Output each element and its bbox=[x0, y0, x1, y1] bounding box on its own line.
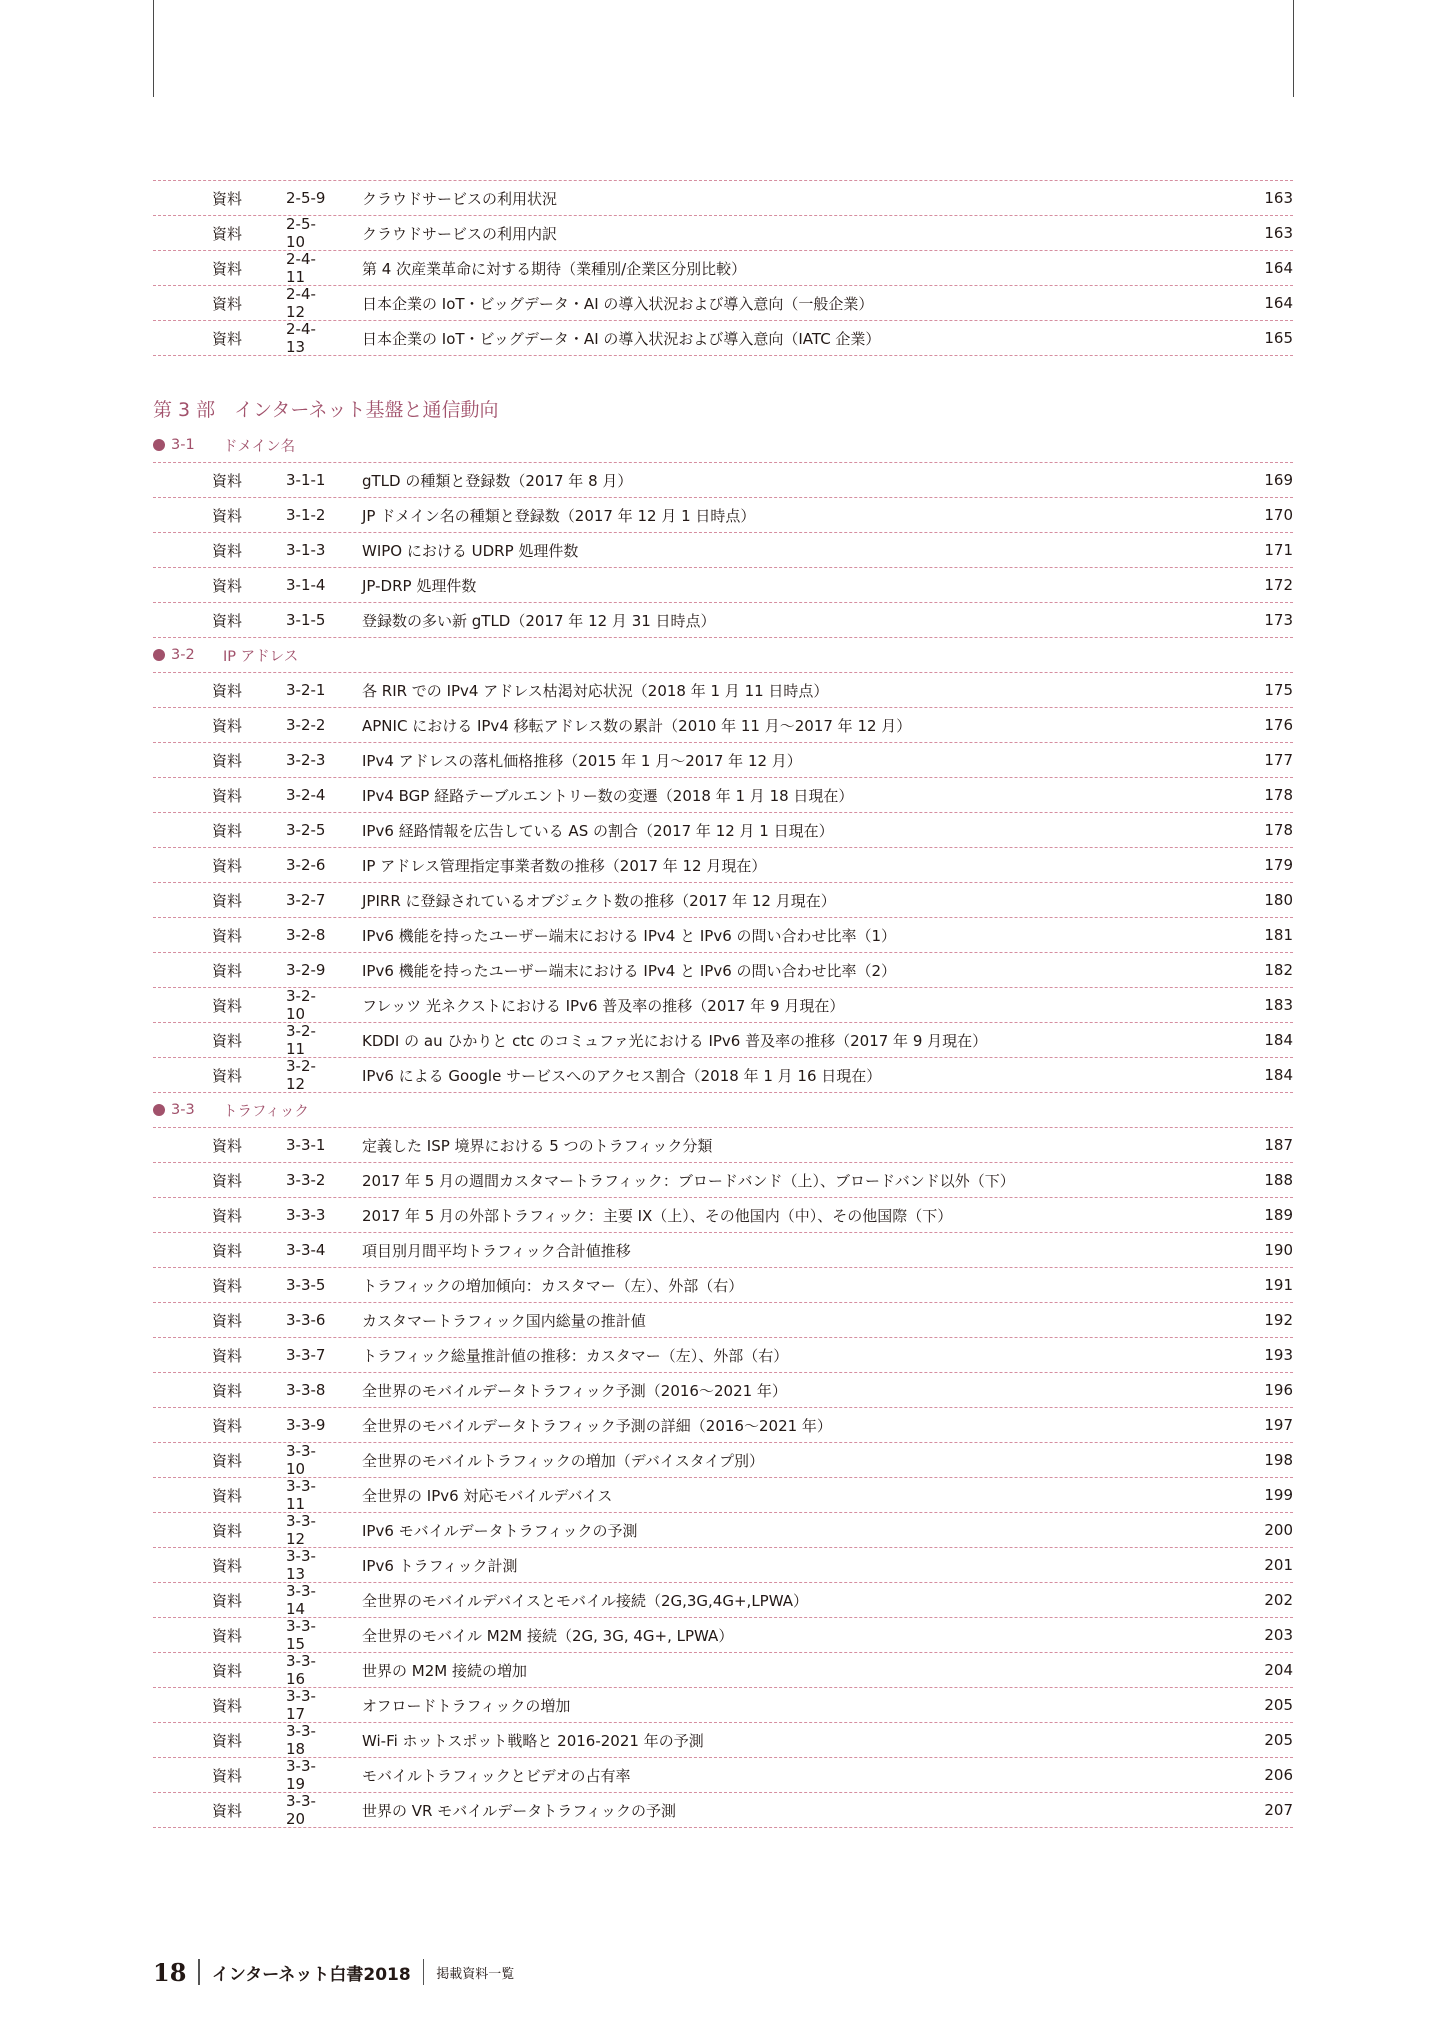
entry-title: 全世界のモバイル M2M 接続（2G, 3G, 4G+, LPWA） bbox=[362, 1626, 734, 1645]
entry-title: フレッツ 光ネクストにおける IPv6 普及率の推移（2017 年 9 月現在） bbox=[362, 996, 845, 1015]
crop-mark-right bbox=[1293, 0, 1294, 97]
entry-label: 資料 bbox=[212, 576, 243, 595]
entry-page: 172 bbox=[1264, 576, 1293, 594]
entry-number: 3-3-6 bbox=[286, 1311, 326, 1329]
toc-entry bbox=[153, 1548, 1293, 1583]
entry-label: 資料 bbox=[212, 1311, 243, 1330]
entry-number: 3-3-9 bbox=[286, 1416, 326, 1434]
entry-title: KDDI の au ひかりと ctc のコミュファ光における IPv6 普及率の推移（2017 年 9 月現在） bbox=[362, 1031, 988, 1050]
bullet-icon bbox=[153, 649, 165, 661]
toc-entry bbox=[153, 1688, 1293, 1723]
entry-label: 資料 bbox=[212, 1486, 243, 1505]
entry-title: クラウドサービスの利用状況 bbox=[362, 189, 558, 208]
entry-page: 173 bbox=[1264, 611, 1293, 629]
page-number: 18 bbox=[153, 1957, 187, 1987]
toc-entry bbox=[153, 1268, 1293, 1303]
entry-number: 3-2-2 bbox=[286, 716, 326, 734]
entry-title: 全世界のモバイルデータトラフィック予測（2016〜2021 年） bbox=[362, 1381, 787, 1400]
entry-label: 資料 bbox=[212, 1346, 243, 1365]
entry-label: 資料 bbox=[212, 1381, 243, 1400]
page-footer bbox=[153, 1955, 514, 1989]
entry-page: 206 bbox=[1264, 1766, 1293, 1784]
section-heading bbox=[153, 1093, 1293, 1127]
footer-divider bbox=[198, 1959, 200, 1985]
toc-entry bbox=[153, 1338, 1293, 1373]
entry-label: 資料 bbox=[212, 961, 243, 980]
entry-page: 163 bbox=[1264, 224, 1293, 242]
entry-number: 3-1-2 bbox=[286, 506, 326, 524]
entry-number: 3-1-3 bbox=[286, 541, 326, 559]
table-of-contents bbox=[153, 180, 1293, 1828]
entry-label: 資料 bbox=[212, 996, 243, 1015]
entry-label: 資料 bbox=[212, 1416, 243, 1435]
entry-page: 202 bbox=[1264, 1591, 1293, 1609]
toc-entry bbox=[153, 603, 1293, 638]
entry-label: 資料 bbox=[212, 1241, 243, 1260]
entry-label: 資料 bbox=[212, 716, 243, 735]
toc-entry bbox=[153, 1723, 1293, 1758]
entry-label: 資料 bbox=[212, 1591, 243, 1610]
entry-label: 資料 bbox=[212, 541, 243, 560]
entry-label: 資料 bbox=[212, 1206, 243, 1225]
entry-label: 資料 bbox=[212, 1451, 243, 1470]
entry-title: トラフィック総量推計値の推移：カスタマー（左）、外部（右） bbox=[362, 1346, 789, 1365]
entry-label: 資料 bbox=[212, 1801, 243, 1820]
toc-entry bbox=[153, 1198, 1293, 1233]
entry-page: 170 bbox=[1264, 506, 1293, 524]
entry-page: 163 bbox=[1264, 189, 1293, 207]
entry-label: 資料 bbox=[212, 1066, 243, 1085]
entry-label: 資料 bbox=[212, 611, 243, 630]
toc-entry bbox=[153, 251, 1293, 286]
entry-label: 資料 bbox=[212, 506, 243, 525]
entry-label: 資料 bbox=[212, 1556, 243, 1575]
entry-title: IPv6 経路情報を広告している AS の割合（2017 年 12 月 1 日現在） bbox=[362, 821, 834, 840]
entry-number: 2-5-9 bbox=[286, 189, 326, 207]
entry-title: 世界の M2M 接続の増加 bbox=[362, 1661, 527, 1680]
entry-number: 2-4-12 bbox=[286, 285, 316, 321]
entry-page: 205 bbox=[1264, 1696, 1293, 1714]
entry-number: 3-2-3 bbox=[286, 751, 326, 769]
entry-number: 3-3-7 bbox=[286, 1346, 326, 1364]
toc-entry bbox=[153, 568, 1293, 603]
entry-title: カスタマートラフィック国内総量の推計値 bbox=[362, 1311, 646, 1330]
crop-mark-left bbox=[153, 0, 154, 97]
toc-entry bbox=[153, 988, 1293, 1023]
toc-entry bbox=[153, 1373, 1293, 1408]
entry-title: APNIC における IPv4 移転アドレス数の累計（2010 年 11 月〜2017 年 12 月） bbox=[362, 716, 912, 735]
toc-entry bbox=[153, 1443, 1293, 1478]
toc-entry bbox=[153, 743, 1293, 778]
entry-label: 資料 bbox=[212, 224, 243, 243]
entry-title: IPv6 による Google サービスへのアクセス割合（2018 年 1 月 16 日現在） bbox=[362, 1066, 882, 1085]
entry-page: 178 bbox=[1264, 786, 1293, 804]
entry-number: 3-2-1 bbox=[286, 681, 326, 699]
entry-page: 192 bbox=[1264, 1311, 1293, 1329]
entry-label: 資料 bbox=[212, 1031, 243, 1050]
entry-label: 資料 bbox=[212, 751, 243, 770]
entry-number: 3-2-5 bbox=[286, 821, 326, 839]
entry-title: トラフィックの増加傾向：カスタマー（左）、外部（右） bbox=[362, 1276, 744, 1295]
entry-number: 3-3-1 bbox=[286, 1136, 326, 1154]
entry-page: 164 bbox=[1264, 294, 1293, 312]
entry-page: 199 bbox=[1264, 1486, 1293, 1504]
entry-title: JP ドメイン名の種類と登録数（2017 年 12 月 1 日時点） bbox=[362, 506, 756, 525]
entry-label: 資料 bbox=[212, 1661, 243, 1680]
toc-entry bbox=[153, 180, 1293, 216]
entry-label: 資料 bbox=[212, 891, 243, 910]
entry-title: IPv6 トラフィック計測 bbox=[362, 1556, 518, 1575]
entry-page: 176 bbox=[1264, 716, 1293, 734]
entry-number: 3-3-18 bbox=[286, 1722, 316, 1758]
toc-entry bbox=[153, 1513, 1293, 1548]
entry-number: 3-3-13 bbox=[286, 1547, 316, 1583]
footer-divider bbox=[423, 1959, 425, 1985]
toc-entry bbox=[153, 286, 1293, 321]
toc-entry bbox=[153, 953, 1293, 988]
entry-title: IPv4 BGP 経路テーブルエントリー数の変遷（2018 年 1 月 18 日現在） bbox=[362, 786, 854, 805]
toc-entry bbox=[153, 918, 1293, 953]
entry-label: 資料 bbox=[212, 1521, 243, 1540]
entry-number: 2-4-11 bbox=[286, 250, 316, 286]
entry-title: IPv4 アドレスの落札価格推移（2015 年 1 月〜2017 年 12 月） bbox=[362, 751, 802, 770]
entry-number: 3-1-4 bbox=[286, 576, 326, 594]
entry-number: 3-2-4 bbox=[286, 786, 326, 804]
toc-entry bbox=[153, 708, 1293, 743]
entry-label: 資料 bbox=[212, 926, 243, 945]
entry-label: 資料 bbox=[212, 1136, 243, 1155]
entry-number: 3-3-2 bbox=[286, 1171, 326, 1189]
toc-entry bbox=[153, 533, 1293, 568]
entry-title: モバイルトラフィックとビデオの占有率 bbox=[362, 1766, 631, 1785]
entry-number: 3-3-15 bbox=[286, 1617, 316, 1653]
toc-entry bbox=[153, 462, 1293, 498]
entry-number: 3-2-7 bbox=[286, 891, 326, 909]
entry-number: 3-2-9 bbox=[286, 961, 326, 979]
toc-entry bbox=[153, 848, 1293, 883]
entry-label: 資料 bbox=[212, 786, 243, 805]
bullet-icon bbox=[153, 1104, 165, 1116]
entry-page: 164 bbox=[1264, 259, 1293, 277]
entry-page: 184 bbox=[1264, 1066, 1293, 1084]
section-number: 3-1 bbox=[171, 437, 195, 453]
entry-page: 165 bbox=[1264, 329, 1293, 347]
toc-entry bbox=[153, 216, 1293, 251]
entry-number: 2-4-13 bbox=[286, 320, 316, 356]
entry-number: 3-3-4 bbox=[286, 1241, 326, 1259]
toc-entry bbox=[153, 1303, 1293, 1338]
toc-entry bbox=[153, 813, 1293, 848]
toc-entry bbox=[153, 1478, 1293, 1513]
toc-entry bbox=[153, 321, 1293, 356]
entry-title: JP-DRP 処理件数 bbox=[362, 576, 477, 595]
entry-page: 191 bbox=[1264, 1276, 1293, 1294]
entry-number: 3-3-10 bbox=[286, 1442, 316, 1478]
entry-title: 2017 年 5 月の週間カスタマートラフィック：ブロードバンド（上）、ブロードバンド以外（下） bbox=[362, 1171, 1015, 1190]
entry-label: 資料 bbox=[212, 1766, 243, 1785]
entry-label: 資料 bbox=[212, 189, 243, 208]
section-heading bbox=[153, 638, 1293, 672]
toc-entry bbox=[153, 1408, 1293, 1443]
entry-title: 全世界のモバイルデータトラフィック予測の詳細（2016〜2021 年） bbox=[362, 1416, 832, 1435]
entry-number: 3-2-12 bbox=[286, 1057, 316, 1093]
entry-title: 登録数の多い新 gTLD（2017 年 12 月 31 日時点） bbox=[362, 611, 716, 630]
entry-page: 179 bbox=[1264, 856, 1293, 874]
entry-label: 資料 bbox=[212, 681, 243, 700]
entry-number: 3-1-5 bbox=[286, 611, 326, 629]
entry-title: 全世界の IPv6 対応モバイルデバイス bbox=[362, 1486, 613, 1505]
entry-title: IPv6 モバイルデータトラフィックの予測 bbox=[362, 1521, 638, 1540]
entry-title: IP アドレス管理指定事業者数の推移（2017 年 12 月現在） bbox=[362, 856, 767, 875]
entry-number: 3-1-1 bbox=[286, 471, 326, 489]
entry-title: クラウドサービスの利用内訳 bbox=[362, 224, 558, 243]
entry-title: 世界の VR モバイルデータトラフィックの予測 bbox=[362, 1801, 677, 1820]
toc-entry bbox=[153, 1127, 1293, 1163]
section-title: IP アドレス bbox=[223, 648, 299, 665]
entry-label: 資料 bbox=[212, 259, 243, 278]
entry-page: 178 bbox=[1264, 821, 1293, 839]
entry-page: 169 bbox=[1264, 471, 1293, 489]
section-number: 3-3 bbox=[171, 1102, 195, 1118]
entry-title: IPv6 機能を持ったユーザー端末における IPv4 と IPv6 の問い合わせ比率（2） bbox=[362, 961, 897, 980]
toc-entry bbox=[153, 778, 1293, 813]
entry-number: 3-2-11 bbox=[286, 1022, 316, 1058]
entry-page: 198 bbox=[1264, 1451, 1293, 1469]
entry-page: 197 bbox=[1264, 1416, 1293, 1434]
entry-number: 3-3-19 bbox=[286, 1757, 316, 1793]
entry-page: 180 bbox=[1264, 891, 1293, 909]
entry-page: 205 bbox=[1264, 1731, 1293, 1749]
footer-section-label: 掲載資料一覧 bbox=[436, 1966, 515, 1982]
toc-entry bbox=[153, 1233, 1293, 1268]
entry-page: 188 bbox=[1264, 1171, 1293, 1189]
entry-number: 3-3-8 bbox=[286, 1381, 326, 1399]
entry-page: 184 bbox=[1264, 1031, 1293, 1049]
entry-title: IPv6 機能を持ったユーザー端末における IPv4 と IPv6 の問い合わせ比率（1） bbox=[362, 926, 897, 945]
entry-title: 全世界のモバイルトラフィックの増加（デバイスタイプ別） bbox=[362, 1451, 765, 1470]
entry-title: 各 RIR での IPv4 アドレス枯渇対応状況（2018 年 1 月 11 日時点） bbox=[362, 681, 829, 700]
section-title: ドメイン名 bbox=[223, 438, 296, 455]
toc-entry bbox=[153, 1583, 1293, 1618]
toc-entry bbox=[153, 1758, 1293, 1793]
entry-number: 3-2-8 bbox=[286, 926, 326, 944]
toc-entry bbox=[153, 672, 1293, 708]
entry-number: 3-3-14 bbox=[286, 1582, 316, 1618]
entry-page: 203 bbox=[1264, 1626, 1293, 1644]
entry-page: 182 bbox=[1264, 961, 1293, 979]
entry-title: JPIRR に登録されているオブジェクト数の推移（2017 年 12 月現在） bbox=[362, 891, 836, 910]
entry-page: 204 bbox=[1264, 1661, 1293, 1679]
entry-title: WIPO における UDRP 処理件数 bbox=[362, 541, 579, 560]
entry-page: 207 bbox=[1264, 1801, 1293, 1819]
entry-label: 資料 bbox=[212, 471, 243, 490]
entry-label: 資料 bbox=[212, 1731, 243, 1750]
entry-title: Wi-Fi ホットスポット戦略と 2016-2021 年の予測 bbox=[362, 1731, 704, 1750]
entry-label: 資料 bbox=[212, 1626, 243, 1645]
entry-page: 190 bbox=[1264, 1241, 1293, 1259]
entry-page: 171 bbox=[1264, 541, 1293, 559]
entry-label: 資料 bbox=[212, 329, 243, 348]
toc-entry bbox=[153, 498, 1293, 533]
book-title: インターネット白書2018 bbox=[211, 1964, 411, 1985]
section-heading bbox=[153, 428, 1293, 462]
part-heading: 第 3 部 インターネット基盤と通信動向 bbox=[153, 399, 499, 421]
entry-page: 200 bbox=[1264, 1521, 1293, 1539]
toc-entry bbox=[153, 1058, 1293, 1093]
entry-number: 3-3-17 bbox=[286, 1687, 316, 1723]
entry-page: 187 bbox=[1264, 1136, 1293, 1154]
entry-title: 全世界のモバイルデバイスとモバイル接続（2G,3G,4G+,LPWA） bbox=[362, 1591, 809, 1610]
entry-label: 資料 bbox=[212, 1696, 243, 1715]
entry-page: 193 bbox=[1264, 1346, 1293, 1364]
entry-page: 196 bbox=[1264, 1381, 1293, 1399]
entry-title: オフロードトラフィックの増加 bbox=[362, 1696, 571, 1715]
section-title: トラフィック bbox=[223, 1103, 309, 1120]
entry-number: 3-3-3 bbox=[286, 1206, 326, 1224]
toc-entry bbox=[153, 883, 1293, 918]
toc-entry bbox=[153, 1163, 1293, 1198]
entry-number: 3-3-12 bbox=[286, 1512, 316, 1548]
section-number: 3-2 bbox=[171, 647, 195, 663]
entry-title: 日本企業の IoT・ビッグデータ・AI の導入状況および導入意向（IATC 企業） bbox=[362, 329, 881, 348]
entry-page: 181 bbox=[1264, 926, 1293, 944]
entry-title: 定義した ISP 境界における 5 つのトラフィック分類 bbox=[362, 1136, 713, 1155]
entry-label: 資料 bbox=[212, 1171, 243, 1190]
entry-number: 2-5-10 bbox=[286, 215, 316, 251]
toc-entry bbox=[153, 1618, 1293, 1653]
toc-entry bbox=[153, 1023, 1293, 1058]
entry-page: 189 bbox=[1264, 1206, 1293, 1224]
entry-page: 177 bbox=[1264, 751, 1293, 769]
entry-label: 資料 bbox=[212, 856, 243, 875]
entry-title: gTLD の種類と登録数（2017 年 8 月） bbox=[362, 471, 633, 490]
toc-entry bbox=[153, 1653, 1293, 1688]
bullet-icon bbox=[153, 439, 165, 451]
entry-number: 3-2-6 bbox=[286, 856, 326, 874]
entry-number: 3-3-16 bbox=[286, 1652, 316, 1688]
entry-title: 2017 年 5 月の外部トラフィック：主要 IX（上）、その他国内（中）、その他国際（下） bbox=[362, 1206, 953, 1225]
entry-page: 201 bbox=[1264, 1556, 1293, 1574]
entry-number: 3-3-20 bbox=[286, 1792, 316, 1828]
entry-title: 第 4 次産業革命に対する期待（業種別/企業区分別比較） bbox=[362, 259, 747, 278]
entry-label: 資料 bbox=[212, 821, 243, 840]
entry-number: 3-3-5 bbox=[286, 1276, 326, 1294]
toc-entry bbox=[153, 1793, 1293, 1828]
entry-title: 項目別月間平均トラフィック合計値推移 bbox=[362, 1241, 631, 1260]
entry-page: 183 bbox=[1264, 996, 1293, 1014]
entry-page: 175 bbox=[1264, 681, 1293, 699]
entry-label: 資料 bbox=[212, 294, 243, 313]
entry-title: 日本企業の IoT・ビッグデータ・AI の導入状況および導入意向（一般企業） bbox=[362, 294, 874, 313]
entry-label: 資料 bbox=[212, 1276, 243, 1295]
entry-number: 3-3-11 bbox=[286, 1477, 316, 1513]
entry-number: 3-2-10 bbox=[286, 987, 316, 1023]
